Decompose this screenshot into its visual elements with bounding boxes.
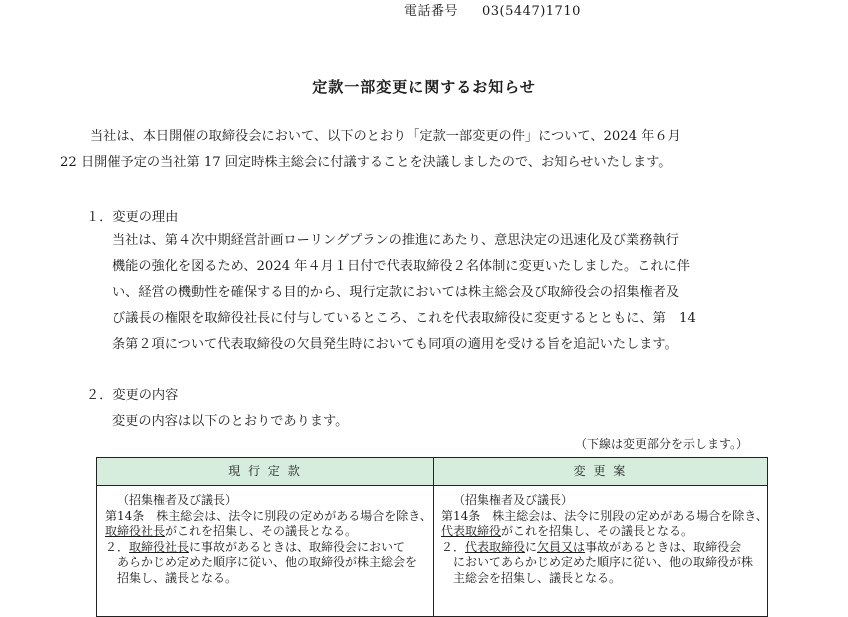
- article-caption: （招集権者及び議長）: [453, 493, 574, 507]
- article-line: あらかじめ定めた順序に従い、他の取締役が株主総会を: [117, 555, 418, 569]
- section1-line: 当社は、第４次中期経営計画ローリングプランの推進にあたり、意思決定の迅速化及び業務執行: [112, 233, 679, 248]
- section1-line: 条第２項について代表取締役の欠員発生時においても同項の適用を受ける旨を追記いたします。: [112, 337, 678, 352]
- article-text: 事故があるときは、取締役会: [585, 539, 742, 554]
- article-caption: （招集権者及び議長）: [117, 493, 238, 507]
- header-proposed-changes: 変 更 案: [434, 458, 767, 486]
- intro-line: 当社は、本日開催の取締役会において、以下のとおり「定款一部変更の件」について、2024 年６月: [90, 129, 681, 144]
- intro-line: 22 日開催予定の当社第 17 回定時株主総会に付議することを決議しましたので、お知らせいたします。: [60, 155, 672, 170]
- document-title: 定款一部変更に関するお知らせ: [312, 78, 536, 96]
- section1-line: 機能の強化を図るため、2024 年４月１日付で代表取締役２名体制に変更いたしました。これに伴: [112, 259, 690, 274]
- header-current-articles: 現 行 定 款: [97, 458, 434, 486]
- article-text: ２．: [105, 539, 130, 554]
- section2-body: 変更の内容は以下のとおりであります。: [112, 414, 349, 429]
- article-line: 招集し、議長となる。: [117, 570, 238, 585]
- section2-heading: ２．変更の内容: [86, 388, 179, 403]
- current-article-cell: [105, 493, 432, 586]
- article-line: 主総会を招集し、議長となる。: [453, 570, 622, 585]
- article-text: がこれを招集し、その議長となる。: [501, 524, 694, 538]
- changed-text: 取締役社長: [129, 539, 190, 554]
- proposed-article-cell: [441, 493, 768, 586]
- phone-number: 03(5447)1710: [482, 4, 581, 19]
- phone-line: [404, 0, 581, 19]
- article-line: においてあらかじめ定めた順序に従い、他の取締役が株: [453, 555, 754, 569]
- article-text: に: [525, 539, 538, 554]
- column-divider: [433, 485, 434, 616]
- section1-line: び議長の権限を取締役社長に付与しているところ、これを代表取締役に変更するとともに、第 14: [112, 311, 696, 326]
- intro-paragraph: [60, 124, 780, 176]
- article-text: ２．: [441, 539, 466, 554]
- section1-line: い、経営の機動性を確保する目的から、現行定款においては株主総会及び取締役会の招集権者及: [112, 285, 680, 300]
- article-text: に事故があるときは、取締役会において: [189, 539, 406, 554]
- article-line: 第14条 株主総会は、法令に別段の定めがある場合を除き、: [105, 508, 432, 523]
- section1-heading: １．変更の理由: [86, 210, 179, 225]
- underline-note: （下線は変更部分を示します。）: [575, 437, 749, 451]
- changed-text: 取締役社長: [105, 524, 166, 538]
- changed-text: 代表取締役: [441, 524, 502, 538]
- changed-text: 欠員又は: [537, 539, 586, 554]
- article-line: 第14条 株主総会は、法令に別段の定めがある場合を除き、: [441, 508, 768, 523]
- changed-text: 代表取締役: [465, 539, 526, 554]
- comparison-table: [96, 457, 768, 617]
- phone-label: 電話番号: [404, 4, 459, 19]
- section1-body: [112, 228, 782, 358]
- article-text: がこれを招集し、その議長となる。: [165, 524, 358, 538]
